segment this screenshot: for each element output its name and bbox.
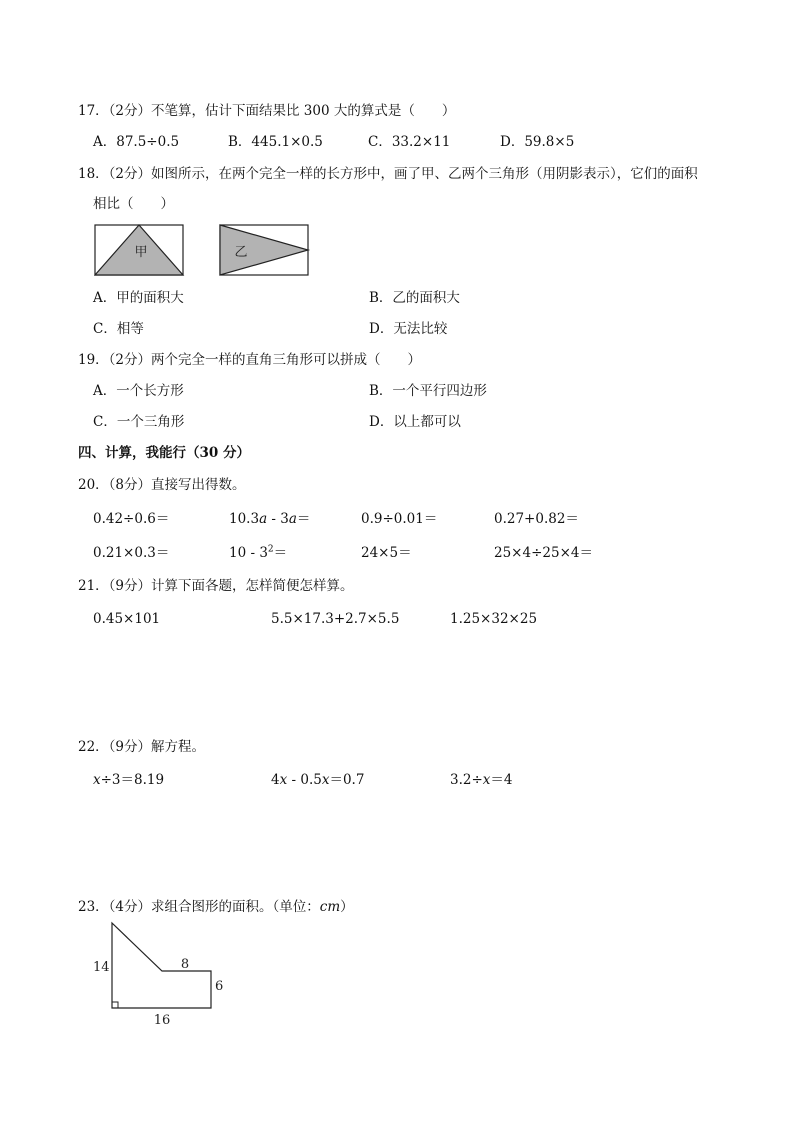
q21-item-3: 1.25×32×25	[450, 611, 538, 627]
label-jia: 甲	[134, 245, 148, 260]
q17-stem: 17．（2分）不笔算，估计下面结果比 300 大的算式是（ ）	[78, 103, 456, 119]
composite-shape-outline	[112, 923, 211, 1008]
q21-item-1: 0.45×101	[93, 611, 161, 627]
section-4-title: 四、计算，我能行（30 分）	[78, 445, 250, 461]
q18-option-d: D．无法比较	[369, 321, 448, 337]
q18-stem-line1: 18．（2分）如图所示，在两个完全一样的长方形中，画了甲、乙两个三角形（用阴影表示），它们的面积	[78, 166, 698, 182]
composite-figure	[88, 918, 238, 1033]
q18-stem-line2: 相比（ ）	[93, 196, 174, 212]
q20-r1-c: 0.9÷0.01＝	[361, 511, 438, 527]
q18-option-a: A．甲的面积大	[93, 290, 184, 306]
q17-option-c: C．33.2×11	[368, 134, 451, 150]
q19-option-c: C．一个三角形	[93, 414, 185, 430]
dim-left-14: 14	[93, 960, 110, 975]
q20-r2-a: 0.21×0.3＝	[93, 545, 170, 561]
q17-option-b: B．445.1×0.5	[228, 134, 323, 150]
q19-option-d: D．以上都可以	[369, 414, 461, 430]
q22-equation-1: x÷3＝8.19	[93, 772, 165, 788]
q20-r1-d: 0.27+0.82＝	[494, 511, 579, 527]
dim-top-8: 8	[180, 957, 190, 972]
q19-option-a: A．一个长方形	[93, 383, 184, 399]
q20-r2-d: 25×4÷25×4＝	[494, 545, 593, 561]
q18-option-c: C．相等	[93, 321, 144, 337]
q18-option-b: B．乙的面积大	[369, 290, 460, 306]
dim-bottom-16: 16	[153, 1013, 171, 1028]
figure-rectangle-jia	[94, 224, 186, 277]
q22-stem: 22．（9分）解方程。	[78, 739, 206, 755]
q23-stem: 23．（4分）求组合图形的面积。（单位：cm）	[78, 899, 354, 915]
q20-r1-a: 0.42÷0.6＝	[93, 511, 170, 527]
right-angle-mark	[112, 1002, 118, 1008]
q20-r2-b: $10 - 3^2=$	[229, 544, 288, 561]
label-yi: 乙	[234, 245, 248, 260]
q19-stem: 19．（2分）两个完全一样的直角三角形可以拼成（ ）	[78, 352, 422, 368]
q17-option-d: D．59.8×5	[500, 134, 575, 150]
dim-right-6: 6	[215, 979, 224, 994]
figure-rectangle-yi	[219, 224, 311, 277]
q19-option-b: B．一个平行四边形	[369, 383, 487, 399]
q20-r1-b: 10.3a - 3a＝	[229, 511, 311, 527]
q21-item-2: 5.5×17.3+2.7×5.5	[271, 611, 400, 627]
q20-r2-c: 24×5＝	[361, 545, 412, 561]
q22-equation-2: 4x - 0.5x＝0.7	[271, 772, 365, 788]
q21-stem: 21．（9分）计算下面各题，怎样简便怎样算。	[78, 578, 354, 594]
q17-option-a: A．87.5÷0.5	[93, 134, 180, 150]
q20-stem: 20．（8分）直接写出得数。	[78, 477, 246, 493]
q22-equation-3: 3.2÷x＝4	[450, 772, 513, 788]
